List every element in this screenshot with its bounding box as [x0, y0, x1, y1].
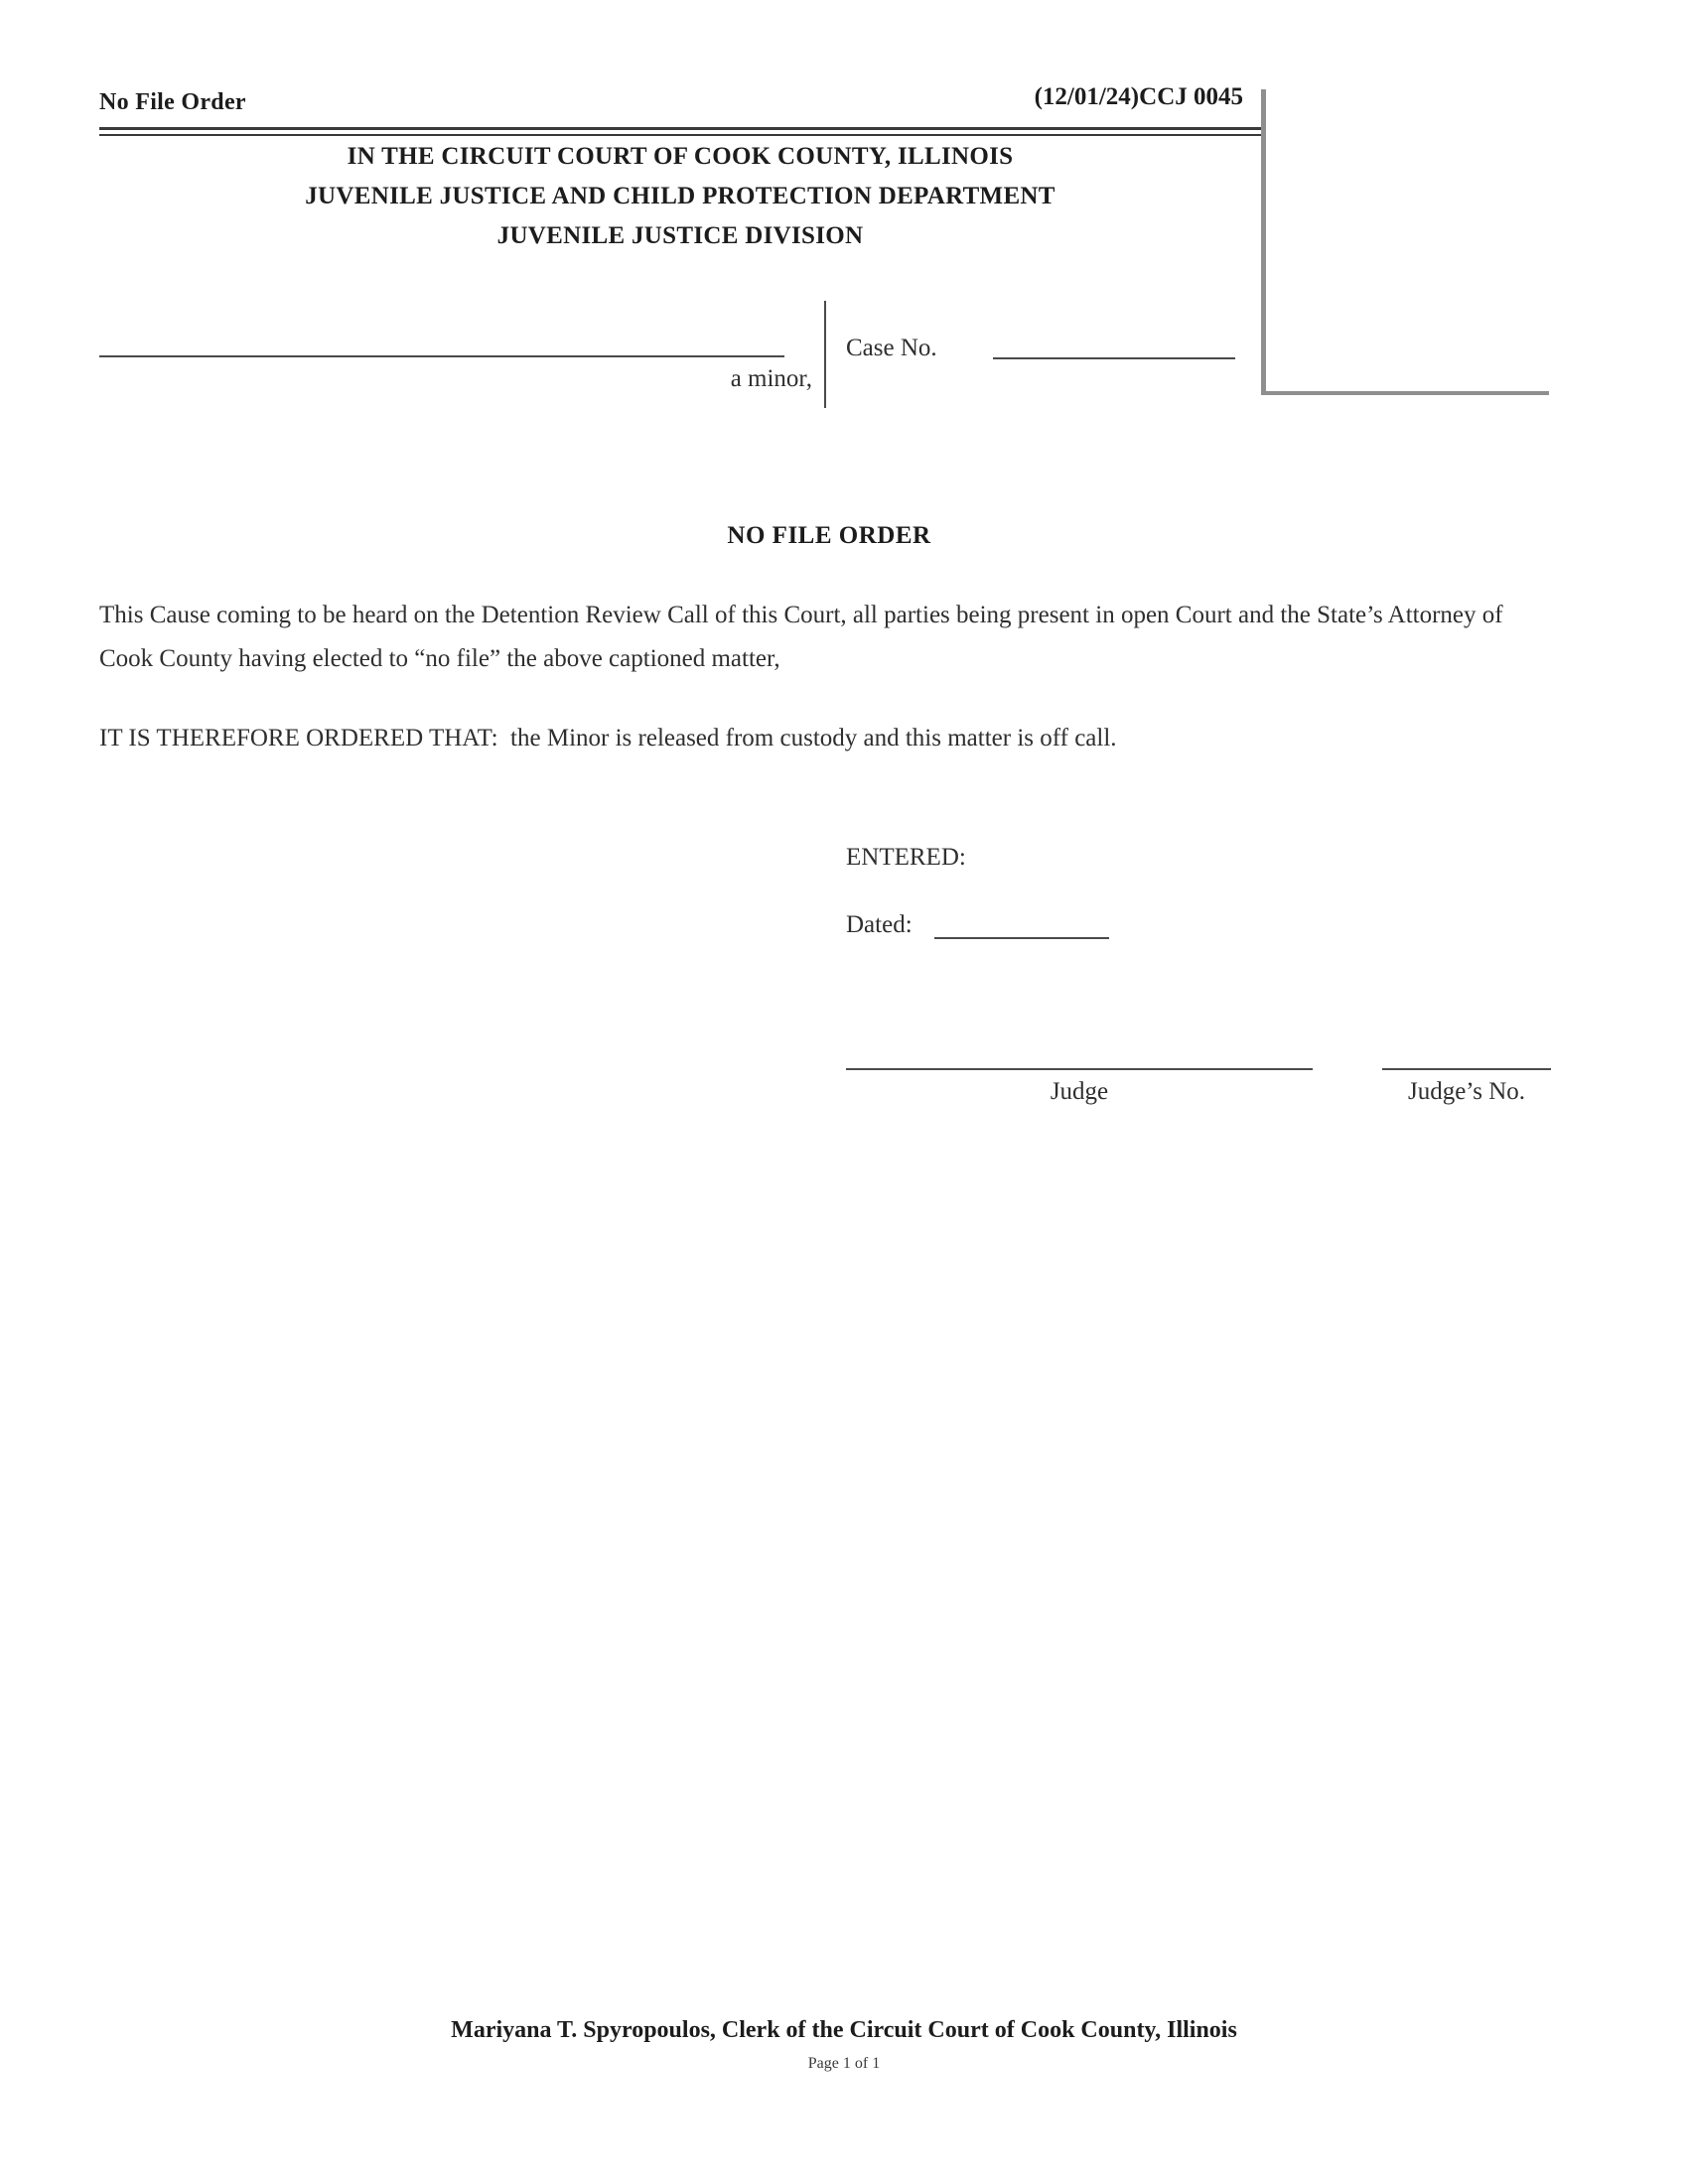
entered-label: ENTERED:	[846, 844, 966, 871]
signature-row	[846, 1032, 1551, 1106]
court-header-line-3: JUVENILE JUSTICE DIVISION	[496, 222, 864, 249]
minor-name-blank-line[interactable]	[99, 316, 784, 357]
court-header-line-2: JUVENILE JUSTICE AND CHILD PROTECTION DEPARTMENT	[305, 183, 1055, 209]
case-number-blank-line[interactable]	[993, 320, 1235, 359]
court-header-line-1: IN THE CIRCUIT COURT OF COOK COUNTY, ILLINOIS	[347, 143, 1014, 170]
footer-clerk-line: Mariyana T. Spyropoulos, Clerk of the Circuit Court of Cook County, Illinois	[451, 2017, 1237, 2043]
page-number: Page 1 of 1	[807, 2055, 881, 2072]
judge-number-block	[1382, 1032, 1551, 1106]
judge-number-line[interactable]	[1382, 1032, 1551, 1070]
body-paragraph: This Cause coming to be heard on the Detention Review Call of this Court, all parties being present in open Court and the State’s Attorney of Cook County having elected to “no file” the above captioned matter,	[99, 602, 1503, 672]
case-number-label: Case No.	[846, 335, 937, 361]
judge-number-label: Judge’s No.	[1407, 1078, 1526, 1105]
judge-label: Judge	[1050, 1078, 1109, 1105]
margin-bracket-vertical-line	[1261, 89, 1266, 395]
form-number: (12/01/24)CCJ 0045	[1034, 83, 1243, 110]
dated-label: Dated:	[846, 911, 913, 938]
form-name: No File Order	[99, 89, 246, 115]
document-title: NO FILE ORDER	[727, 522, 931, 549]
header-double-rule	[99, 127, 1261, 136]
caption-divider-line	[824, 301, 826, 408]
judge-signature-block	[846, 1032, 1313, 1106]
dated-blank-line[interactable]	[934, 905, 1109, 939]
minor-label: a minor,	[730, 365, 812, 392]
judge-signature-line[interactable]	[846, 1032, 1313, 1070]
margin-bracket-horizontal-line	[1261, 391, 1549, 395]
ordered-paragraph: IT IS THEREFORE ORDERED THAT: the Minor is released from custody and this matter is off call.	[99, 725, 1117, 751]
dated-row	[846, 905, 1109, 939]
court-header	[99, 137, 1261, 256]
